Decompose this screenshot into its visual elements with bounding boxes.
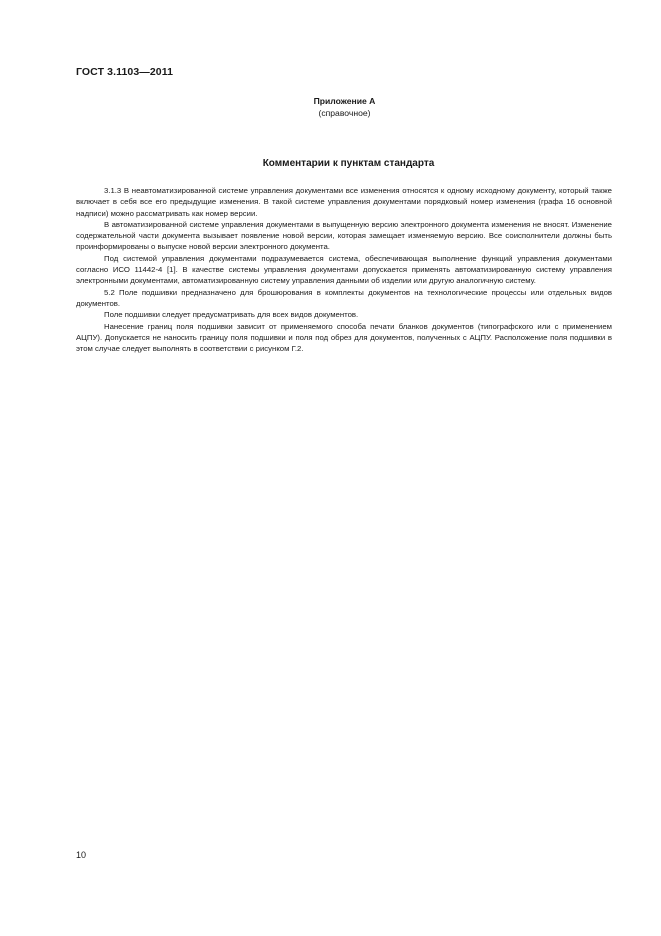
standard-code-header: ГОСТ 3.1103—2011 <box>76 66 174 78</box>
body-text <box>76 185 612 354</box>
paragraph: Поле подшивки следует предусматривать для всех видов документов. <box>104 310 359 320</box>
paragraph: 3.1.3 В неавтоматизированной системе управления документами все изменения относятся к одному исходному документу, который также включает в себя все его предыдущие изменения. В такой системе управления документами порядковый номер изменения (графа 16 основной надписи) можно рассматривать как номер версии. <box>76 186 612 218</box>
paragraph: 5.2 Поле подшивки предназначено для брошюрования в комплекты документов на технологические процессы или отдельных видов документов. <box>76 287 612 308</box>
appendix-heading <box>0 95 661 119</box>
paragraph: В автоматизированной системе управления документами в выпущенную версию электронного документа изменения не вносят. Изменение содержательной части документа вызывает появление новой версии, которая замещает изменяемую версию. Все соисполнители должны быть проинформированы о выпуске новой версии электронного документа. <box>76 219 612 252</box>
page-number: 10 <box>76 850 87 860</box>
appendix-subtitle: (справочное) <box>318 108 371 118</box>
paragraph: Под системой управления документами подразумевается система, обеспечивающая выполнение функций управления документами согласно ИСО 11442-4 [1]. В качестве системы управления документами допускается применять автоматизированную систему управления электронными документами, автоматизированную систему управления данными об изделии или другую аналогичную систему. <box>76 253 612 286</box>
section-title: Комментарии к пунктам стандарта <box>262 158 435 169</box>
appendix-title: Приложение А <box>313 96 376 106</box>
paragraph: Нанесение границ поля подшивки зависит от применяемого способа печати бланков документов (типографского или с применением АЦПУ). Допускается не наносить границу поля подшивки и поля под обрез для документов, полученных с АЦПУ. Расположение поля подшивки в этом случае следует выполнять в соответствии с рисунком Г.2. <box>76 321 612 354</box>
